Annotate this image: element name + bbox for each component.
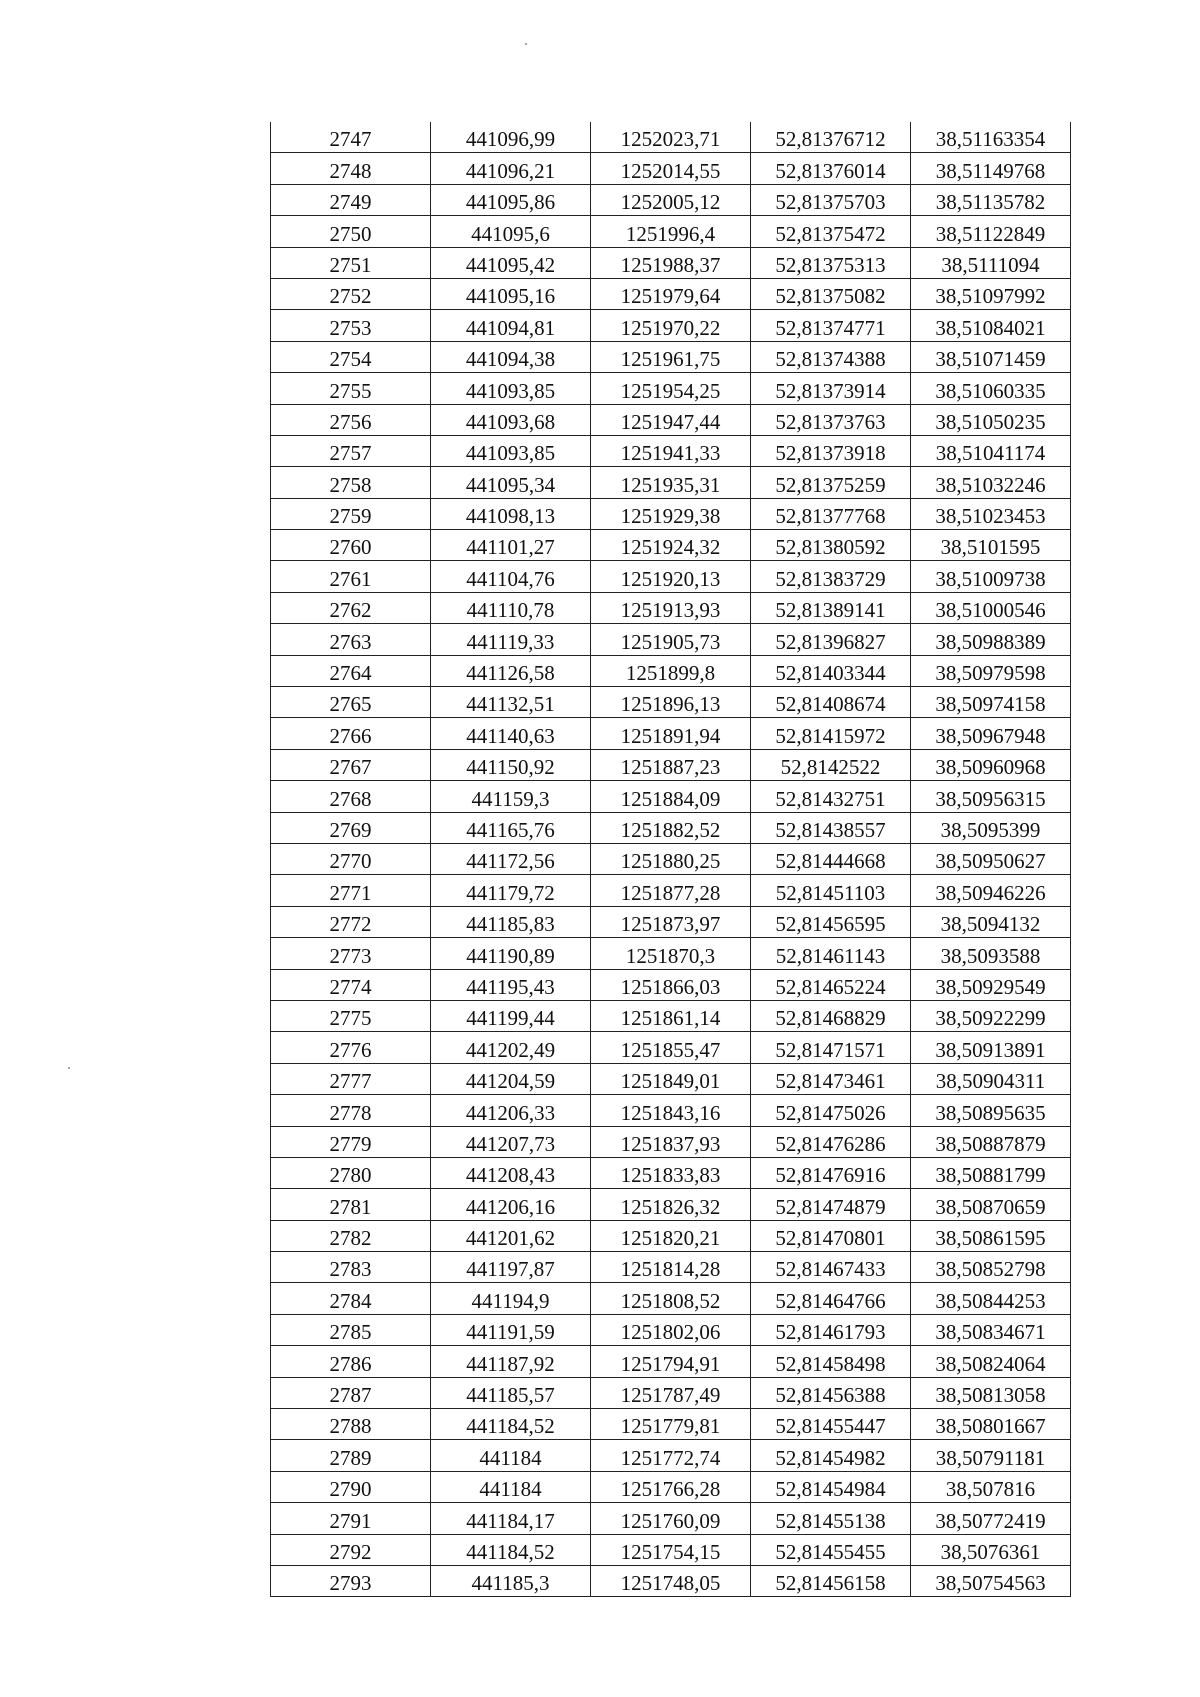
point-number-cell: 2773 — [271, 938, 431, 969]
y-coordinate-cell: 1251754,15 — [591, 1534, 751, 1565]
longitude-cell: 38,5111094 — [911, 247, 1071, 278]
point-number-cell: 2759 — [271, 498, 431, 529]
table-row — [271, 1000, 1071, 1031]
y-coordinate-cell: 1252014,55 — [591, 153, 751, 184]
table-row — [271, 1220, 1071, 1251]
x-coordinate-cell: 441095,6 — [431, 216, 591, 247]
longitude-cell: 38,50979598 — [911, 655, 1071, 686]
point-number-cell: 2769 — [271, 812, 431, 843]
x-coordinate-cell: 441132,51 — [431, 687, 591, 718]
point-number-cell: 2749 — [271, 184, 431, 215]
longitude-cell: 38,51050235 — [911, 404, 1071, 435]
point-number-cell: 2751 — [271, 247, 431, 278]
longitude-cell: 38,50967948 — [911, 718, 1071, 749]
table-row — [271, 1409, 1071, 1440]
point-number-cell: 2750 — [271, 216, 431, 247]
point-number-cell: 2758 — [271, 467, 431, 498]
latitude-cell: 52,81458498 — [751, 1346, 911, 1377]
table-row — [271, 624, 1071, 655]
point-number-cell: 2768 — [271, 781, 431, 812]
table-row — [271, 373, 1071, 404]
y-coordinate-cell: 1251924,32 — [591, 530, 751, 561]
table-row — [271, 1346, 1071, 1377]
latitude-cell: 52,81465224 — [751, 969, 911, 1000]
latitude-cell: 52,81376712 — [751, 122, 911, 153]
y-coordinate-cell: 1251760,09 — [591, 1503, 751, 1534]
point-number-cell: 2779 — [271, 1126, 431, 1157]
coordinates-table — [270, 122, 1071, 1597]
latitude-cell: 52,81374388 — [751, 341, 911, 372]
latitude-cell: 52,81375313 — [751, 247, 911, 278]
x-coordinate-cell: 441195,43 — [431, 969, 591, 1000]
latitude-cell: 52,81464766 — [751, 1283, 911, 1314]
point-number-cell: 2770 — [271, 843, 431, 874]
table-row — [271, 749, 1071, 780]
latitude-cell: 52,81377768 — [751, 498, 911, 529]
table-row — [271, 655, 1071, 686]
point-number-cell: 2791 — [271, 1503, 431, 1534]
table-row — [271, 1440, 1071, 1471]
longitude-cell: 38,51084021 — [911, 310, 1071, 341]
latitude-cell: 52,81373918 — [751, 435, 911, 466]
y-coordinate-cell: 1251887,23 — [591, 749, 751, 780]
y-coordinate-cell: 1251891,94 — [591, 718, 751, 749]
point-number-cell: 2748 — [271, 153, 431, 184]
point-number-cell: 2792 — [271, 1534, 431, 1565]
y-coordinate-cell: 1251882,52 — [591, 812, 751, 843]
longitude-cell: 38,50801667 — [911, 1409, 1071, 1440]
point-number-cell: 2788 — [271, 1409, 431, 1440]
x-coordinate-cell: 441184 — [431, 1471, 591, 1502]
table-row — [271, 1157, 1071, 1188]
latitude-cell: 52,81455138 — [751, 1503, 911, 1534]
longitude-cell: 38,50913891 — [911, 1032, 1071, 1063]
x-coordinate-cell: 441202,49 — [431, 1032, 591, 1063]
y-coordinate-cell: 1251849,01 — [591, 1063, 751, 1094]
longitude-cell: 38,51135782 — [911, 184, 1071, 215]
table-row — [271, 467, 1071, 498]
longitude-cell: 38,50956315 — [911, 781, 1071, 812]
x-coordinate-cell: 441184,52 — [431, 1409, 591, 1440]
x-coordinate-cell: 441095,16 — [431, 278, 591, 309]
point-number-cell: 2764 — [271, 655, 431, 686]
latitude-cell: 52,81396827 — [751, 624, 911, 655]
longitude-cell: 38,50904311 — [911, 1063, 1071, 1094]
point-number-cell: 2790 — [271, 1471, 431, 1502]
point-number-cell: 2775 — [271, 1000, 431, 1031]
latitude-cell: 52,81415972 — [751, 718, 911, 749]
point-number-cell: 2762 — [271, 592, 431, 623]
y-coordinate-cell: 1251979,64 — [591, 278, 751, 309]
latitude-cell: 52,8142522 — [751, 749, 911, 780]
longitude-cell: 38,51009738 — [911, 561, 1071, 592]
x-coordinate-cell: 441190,89 — [431, 938, 591, 969]
longitude-cell: 38,50834671 — [911, 1314, 1071, 1345]
y-coordinate-cell: 1251905,73 — [591, 624, 751, 655]
x-coordinate-cell: 441093,85 — [431, 435, 591, 466]
latitude-cell: 52,81403344 — [751, 655, 911, 686]
longitude-cell: 38,5076361 — [911, 1534, 1071, 1565]
longitude-cell: 38,51060335 — [911, 373, 1071, 404]
table-row — [271, 498, 1071, 529]
y-coordinate-cell: 1251870,3 — [591, 938, 751, 969]
latitude-cell: 52,81389141 — [751, 592, 911, 623]
point-number-cell: 2780 — [271, 1157, 431, 1188]
latitude-cell: 52,81474879 — [751, 1189, 911, 1220]
x-coordinate-cell: 441093,85 — [431, 373, 591, 404]
x-coordinate-cell: 441095,86 — [431, 184, 591, 215]
x-coordinate-cell: 441187,92 — [431, 1346, 591, 1377]
x-coordinate-cell: 441191,59 — [431, 1314, 591, 1345]
x-coordinate-cell: 441159,3 — [431, 781, 591, 812]
latitude-cell: 52,81475026 — [751, 1095, 911, 1126]
table-row — [271, 938, 1071, 969]
x-coordinate-cell: 441119,33 — [431, 624, 591, 655]
x-coordinate-cell: 441184 — [431, 1440, 591, 1471]
table-row — [271, 1314, 1071, 1345]
longitude-cell: 38,50988389 — [911, 624, 1071, 655]
scan-speck — [68, 1067, 70, 1069]
point-number-cell: 2778 — [271, 1095, 431, 1126]
x-coordinate-cell: 441104,76 — [431, 561, 591, 592]
table-row — [271, 1377, 1071, 1408]
table-row — [271, 592, 1071, 623]
y-coordinate-cell: 1251961,75 — [591, 341, 751, 372]
point-number-cell: 2761 — [271, 561, 431, 592]
y-coordinate-cell: 1251884,09 — [591, 781, 751, 812]
longitude-cell: 38,50861595 — [911, 1220, 1071, 1251]
longitude-cell: 38,51032246 — [911, 467, 1071, 498]
y-coordinate-cell: 1251913,93 — [591, 592, 751, 623]
longitude-cell: 38,50929549 — [911, 969, 1071, 1000]
latitude-cell: 52,81455447 — [751, 1409, 911, 1440]
point-number-cell: 2765 — [271, 687, 431, 718]
latitude-cell: 52,81468829 — [751, 1000, 911, 1031]
table-row — [271, 184, 1071, 215]
x-coordinate-cell: 441096,99 — [431, 122, 591, 153]
point-number-cell: 2754 — [271, 341, 431, 372]
point-number-cell: 2755 — [271, 373, 431, 404]
y-coordinate-cell: 1251826,32 — [591, 1189, 751, 1220]
longitude-cell: 38,50772419 — [911, 1503, 1071, 1534]
y-coordinate-cell: 1251935,31 — [591, 467, 751, 498]
x-coordinate-cell: 441199,44 — [431, 1000, 591, 1031]
point-number-cell: 2786 — [271, 1346, 431, 1377]
longitude-cell: 38,50974158 — [911, 687, 1071, 718]
latitude-cell: 52,81456158 — [751, 1565, 911, 1596]
latitude-cell: 52,81373914 — [751, 373, 911, 404]
y-coordinate-cell: 1251855,47 — [591, 1032, 751, 1063]
x-coordinate-cell: 441140,63 — [431, 718, 591, 749]
longitude-cell: 38,51071459 — [911, 341, 1071, 372]
longitude-cell: 38,51149768 — [911, 153, 1071, 184]
table-row — [271, 1126, 1071, 1157]
table-row — [271, 530, 1071, 561]
y-coordinate-cell: 1252005,12 — [591, 184, 751, 215]
table-row — [271, 1471, 1071, 1502]
point-number-cell: 2747 — [271, 122, 431, 153]
longitude-cell: 38,51023453 — [911, 498, 1071, 529]
latitude-cell: 52,81461793 — [751, 1314, 911, 1345]
x-coordinate-cell: 441206,33 — [431, 1095, 591, 1126]
latitude-cell: 52,81451103 — [751, 875, 911, 906]
latitude-cell: 52,81456388 — [751, 1377, 911, 1408]
latitude-cell: 52,81380592 — [751, 530, 911, 561]
x-coordinate-cell: 441184,17 — [431, 1503, 591, 1534]
table-row — [271, 247, 1071, 278]
x-coordinate-cell: 441179,72 — [431, 875, 591, 906]
latitude-cell: 52,81373763 — [751, 404, 911, 435]
latitude-cell: 52,81438557 — [751, 812, 911, 843]
latitude-cell: 52,81375082 — [751, 278, 911, 309]
point-number-cell: 2777 — [271, 1063, 431, 1094]
table-row — [271, 216, 1071, 247]
longitude-cell: 38,50895635 — [911, 1095, 1071, 1126]
latitude-cell: 52,81461143 — [751, 938, 911, 969]
point-number-cell: 2789 — [271, 1440, 431, 1471]
longitude-cell: 38,51122849 — [911, 216, 1071, 247]
latitude-cell: 52,81456595 — [751, 906, 911, 937]
x-coordinate-cell: 441185,3 — [431, 1565, 591, 1596]
latitude-cell: 52,81467433 — [751, 1252, 911, 1283]
point-number-cell: 2763 — [271, 624, 431, 655]
x-coordinate-cell: 441197,87 — [431, 1252, 591, 1283]
latitude-cell: 52,81455455 — [751, 1534, 911, 1565]
x-coordinate-cell: 441208,43 — [431, 1157, 591, 1188]
longitude-cell: 38,51163354 — [911, 122, 1071, 153]
x-coordinate-cell: 441095,34 — [431, 467, 591, 498]
latitude-cell: 52,81470801 — [751, 1220, 911, 1251]
longitude-cell: 38,50870659 — [911, 1189, 1071, 1220]
longitude-cell: 38,50950627 — [911, 843, 1071, 874]
y-coordinate-cell: 1251941,33 — [591, 435, 751, 466]
latitude-cell: 52,81408674 — [751, 687, 911, 718]
y-coordinate-cell: 1251996,4 — [591, 216, 751, 247]
x-coordinate-cell: 441207,73 — [431, 1126, 591, 1157]
point-number-cell: 2771 — [271, 875, 431, 906]
x-coordinate-cell: 441194,9 — [431, 1283, 591, 1314]
y-coordinate-cell: 1251880,25 — [591, 843, 751, 874]
table-row — [271, 1032, 1071, 1063]
latitude-cell: 52,81432751 — [751, 781, 911, 812]
longitude-cell: 38,50887879 — [911, 1126, 1071, 1157]
longitude-cell: 38,51041174 — [911, 435, 1071, 466]
latitude-cell: 52,81471571 — [751, 1032, 911, 1063]
point-number-cell: 2760 — [271, 530, 431, 561]
coordinates-table-body — [271, 122, 1071, 1597]
table-row — [271, 1534, 1071, 1565]
y-coordinate-cell: 1251954,25 — [591, 373, 751, 404]
table-row — [271, 404, 1071, 435]
point-number-cell: 2785 — [271, 1314, 431, 1345]
x-coordinate-cell: 441094,81 — [431, 310, 591, 341]
y-coordinate-cell: 1251837,93 — [591, 1126, 751, 1157]
x-coordinate-cell: 441098,13 — [431, 498, 591, 529]
y-coordinate-cell: 1251766,28 — [591, 1471, 751, 1502]
longitude-cell: 38,51000546 — [911, 592, 1071, 623]
latitude-cell: 52,81473461 — [751, 1063, 911, 1094]
table-row — [271, 718, 1071, 749]
y-coordinate-cell: 1251843,16 — [591, 1095, 751, 1126]
latitude-cell: 52,81376014 — [751, 153, 911, 184]
x-coordinate-cell: 441165,76 — [431, 812, 591, 843]
y-coordinate-cell: 1251866,03 — [591, 969, 751, 1000]
table-row — [271, 278, 1071, 309]
latitude-cell: 52,81454984 — [751, 1471, 911, 1502]
point-number-cell: 2756 — [271, 404, 431, 435]
y-coordinate-cell: 1251899,8 — [591, 655, 751, 686]
x-coordinate-cell: 441101,27 — [431, 530, 591, 561]
latitude-cell: 52,81476286 — [751, 1126, 911, 1157]
longitude-cell: 38,507816 — [911, 1471, 1071, 1502]
point-number-cell: 2776 — [271, 1032, 431, 1063]
table-row — [271, 781, 1071, 812]
latitude-cell: 52,81383729 — [751, 561, 911, 592]
x-coordinate-cell: 441093,68 — [431, 404, 591, 435]
y-coordinate-cell: 1251820,21 — [591, 1220, 751, 1251]
x-coordinate-cell: 441185,57 — [431, 1377, 591, 1408]
latitude-cell: 52,81454982 — [751, 1440, 911, 1471]
longitude-cell: 38,50960968 — [911, 749, 1071, 780]
y-coordinate-cell: 1251802,06 — [591, 1314, 751, 1345]
point-number-cell: 2787 — [271, 1377, 431, 1408]
latitude-cell: 52,81375259 — [751, 467, 911, 498]
x-coordinate-cell: 441204,59 — [431, 1063, 591, 1094]
latitude-cell: 52,81444668 — [751, 843, 911, 874]
point-number-cell: 2783 — [271, 1252, 431, 1283]
table-row — [271, 875, 1071, 906]
x-coordinate-cell: 441095,42 — [431, 247, 591, 278]
point-number-cell: 2793 — [271, 1565, 431, 1596]
longitude-cell: 38,50881799 — [911, 1157, 1071, 1188]
longitude-cell: 38,5093588 — [911, 938, 1071, 969]
table-row — [271, 1252, 1071, 1283]
x-coordinate-cell: 441096,21 — [431, 153, 591, 184]
x-coordinate-cell: 441184,52 — [431, 1534, 591, 1565]
x-coordinate-cell: 441206,16 — [431, 1189, 591, 1220]
y-coordinate-cell: 1251873,97 — [591, 906, 751, 937]
longitude-cell: 38,50824064 — [911, 1346, 1071, 1377]
longitude-cell: 38,50946226 — [911, 875, 1071, 906]
y-coordinate-cell: 1251808,52 — [591, 1283, 751, 1314]
y-coordinate-cell: 1251779,81 — [591, 1409, 751, 1440]
point-number-cell: 2757 — [271, 435, 431, 466]
table-row — [271, 812, 1071, 843]
latitude-cell: 52,81476916 — [751, 1157, 911, 1188]
table-row — [271, 435, 1071, 466]
table-row — [271, 906, 1071, 937]
y-coordinate-cell: 1251970,22 — [591, 310, 751, 341]
table-row — [271, 122, 1071, 153]
longitude-cell: 38,5095399 — [911, 812, 1071, 843]
point-number-cell: 2784 — [271, 1283, 431, 1314]
y-coordinate-cell: 1251833,83 — [591, 1157, 751, 1188]
y-coordinate-cell: 1251988,37 — [591, 247, 751, 278]
y-coordinate-cell: 1251877,28 — [591, 875, 751, 906]
table-row — [271, 310, 1071, 341]
longitude-cell: 38,5094132 — [911, 906, 1071, 937]
table-row — [271, 153, 1071, 184]
x-coordinate-cell: 441172,56 — [431, 843, 591, 874]
table-row — [271, 561, 1071, 592]
x-coordinate-cell: 441110,78 — [431, 592, 591, 623]
latitude-cell: 52,81374771 — [751, 310, 911, 341]
table-row — [271, 341, 1071, 372]
x-coordinate-cell: 441185,83 — [431, 906, 591, 937]
y-coordinate-cell: 1251748,05 — [591, 1565, 751, 1596]
point-number-cell: 2772 — [271, 906, 431, 937]
y-coordinate-cell: 1251794,91 — [591, 1346, 751, 1377]
y-coordinate-cell: 1252023,71 — [591, 122, 751, 153]
point-number-cell: 2781 — [271, 1189, 431, 1220]
point-number-cell: 2753 — [271, 310, 431, 341]
table-row — [271, 1503, 1071, 1534]
point-number-cell: 2752 — [271, 278, 431, 309]
y-coordinate-cell: 1251861,14 — [591, 1000, 751, 1031]
table-row — [271, 969, 1071, 1000]
table-row — [271, 1095, 1071, 1126]
longitude-cell: 38,51097992 — [911, 278, 1071, 309]
y-coordinate-cell: 1251772,74 — [591, 1440, 751, 1471]
scan-speck — [525, 43, 527, 45]
longitude-cell: 38,5101595 — [911, 530, 1071, 561]
y-coordinate-cell: 1251896,13 — [591, 687, 751, 718]
longitude-cell: 38,50844253 — [911, 1283, 1071, 1314]
latitude-cell: 52,81375703 — [751, 184, 911, 215]
table-row — [271, 1063, 1071, 1094]
y-coordinate-cell: 1251947,44 — [591, 404, 751, 435]
table-row — [271, 1189, 1071, 1220]
y-coordinate-cell: 1251929,38 — [591, 498, 751, 529]
longitude-cell: 38,50922299 — [911, 1000, 1071, 1031]
y-coordinate-cell: 1251920,13 — [591, 561, 751, 592]
table-row — [271, 1565, 1071, 1596]
point-number-cell: 2782 — [271, 1220, 431, 1251]
table-row — [271, 1283, 1071, 1314]
longitude-cell: 38,50852798 — [911, 1252, 1071, 1283]
x-coordinate-cell: 441150,92 — [431, 749, 591, 780]
x-coordinate-cell: 441201,62 — [431, 1220, 591, 1251]
latitude-cell: 52,81375472 — [751, 216, 911, 247]
y-coordinate-cell: 1251787,49 — [591, 1377, 751, 1408]
table-row — [271, 843, 1071, 874]
x-coordinate-cell: 441126,58 — [431, 655, 591, 686]
point-number-cell: 2766 — [271, 718, 431, 749]
point-number-cell: 2767 — [271, 749, 431, 780]
x-coordinate-cell: 441094,38 — [431, 341, 591, 372]
table-row — [271, 687, 1071, 718]
y-coordinate-cell: 1251814,28 — [591, 1252, 751, 1283]
longitude-cell: 38,50813058 — [911, 1377, 1071, 1408]
longitude-cell: 38,50754563 — [911, 1565, 1071, 1596]
point-number-cell: 2774 — [271, 969, 431, 1000]
longitude-cell: 38,50791181 — [911, 1440, 1071, 1471]
